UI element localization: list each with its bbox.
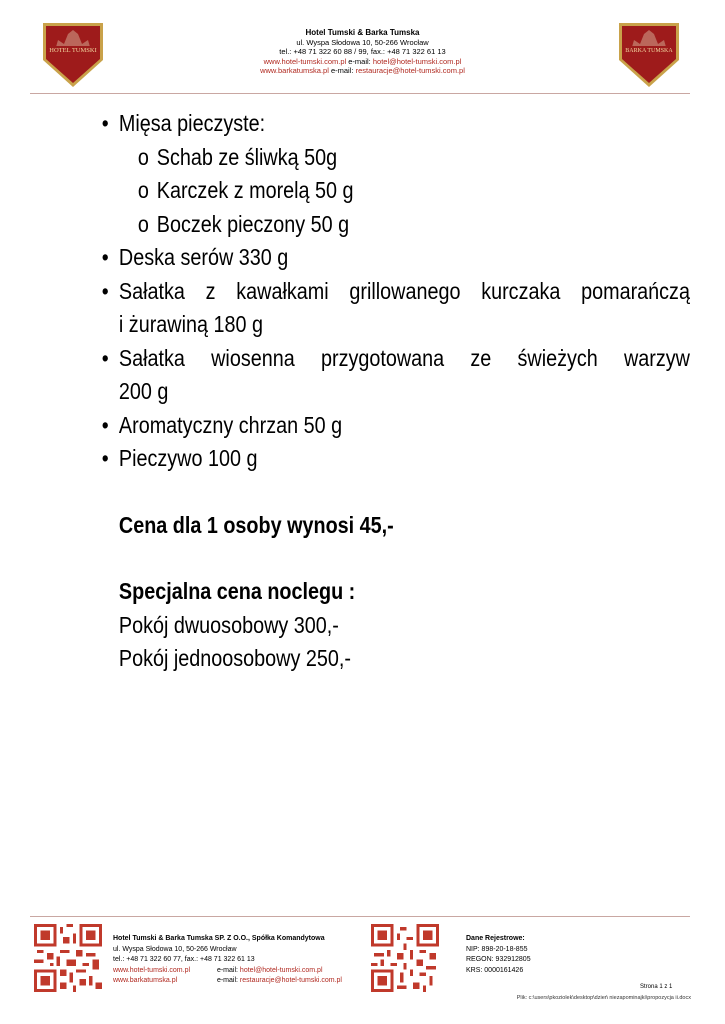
regon-number: REGON: 932912805 bbox=[466, 956, 531, 963]
sub-item-text: Karczek z morelą 50 g bbox=[156, 177, 354, 203]
bullet-icon: • bbox=[101, 445, 109, 471]
footer-divider bbox=[30, 916, 690, 917]
barka-tumska-logo bbox=[616, 20, 682, 90]
email-label: e-mail: bbox=[216, 977, 238, 984]
sub-bullet-icon: o bbox=[137, 177, 149, 203]
sub-bullet-icon: o bbox=[137, 143, 149, 170]
list-item-text-cont: i żurawiną 180 g bbox=[118, 311, 263, 337]
list-item bbox=[100, 442, 690, 476]
page-number: Strona 1 z 1 bbox=[640, 984, 673, 990]
footer-registration-info bbox=[466, 934, 531, 976]
list-item bbox=[100, 409, 690, 443]
sub-list-item bbox=[100, 141, 690, 175]
email-label: e-mail: bbox=[330, 66, 354, 75]
sub-item-text: Schab ze śliwką 50g bbox=[156, 143, 338, 170]
hotel-email-link[interactable]: hotel@hotel-tumski.com.pl bbox=[372, 56, 462, 66]
bullet-icon: • bbox=[101, 411, 109, 438]
special-price-heading: Specjalna cena noclegu : bbox=[118, 578, 356, 604]
sub-item-text: Boczek pieczony 50 g bbox=[156, 210, 350, 237]
list-item-text: Sałatka z kawałkami grillowanego kurczaka pomarańczą bbox=[118, 277, 690, 304]
letterhead-address: ul. Wyspa Słodowa 10, 50-266 Wrocław bbox=[296, 37, 429, 47]
footer-hotel-email-link[interactable]: hotel@hotel-tumski.com.pl bbox=[239, 966, 323, 974]
letterhead-phones: tel.: +48 71 322 60 88 / 99, fax.: +48 71 322 61 13 bbox=[279, 47, 446, 56]
krs-number: KRS: 0000161426 bbox=[466, 966, 524, 974]
registration-title: Dane Rejestrowe: bbox=[466, 935, 525, 942]
list-item-text: Deska serów 330 g bbox=[118, 244, 289, 270]
logo-text: BARKA TUMSKA bbox=[625, 48, 673, 54]
nip-number: NIP: 898-20-18-855 bbox=[466, 945, 528, 953]
list-item bbox=[100, 241, 690, 275]
list-item bbox=[100, 342, 690, 409]
list-item-text: Pieczywo 100 g bbox=[118, 445, 258, 471]
menu-content bbox=[100, 107, 690, 676]
sub-list-item bbox=[100, 208, 690, 242]
email-label: e-mail: bbox=[216, 966, 238, 974]
room-price-single: Pokój jednoosobowy 250,- bbox=[118, 645, 351, 671]
footer-restaurant-email-link[interactable]: restauracje@hotel-tumski.com.pl bbox=[239, 977, 342, 984]
bullet-icon: • bbox=[101, 344, 109, 371]
sub-bullet-icon: o bbox=[137, 210, 149, 237]
hotel-tumski-logo bbox=[40, 20, 106, 90]
list-item bbox=[100, 107, 690, 141]
barka-website-link[interactable]: www.barkatumska.pl bbox=[260, 66, 329, 75]
bullet-icon: • bbox=[101, 244, 109, 270]
letterhead bbox=[200, 28, 525, 76]
footer-phones: tel.: +48 71 322 60 77, fax.: +48 71 322 61 13 bbox=[113, 956, 255, 963]
footer-barka-website-link[interactable]: www.barkatumska.pl bbox=[113, 977, 178, 984]
room-price-double: Pokój dwuosobowy 300,- bbox=[118, 611, 339, 638]
list-item-text-cont: 200 g bbox=[118, 378, 169, 404]
email-label: e-mail: bbox=[348, 56, 371, 66]
footer-address: ul. Wyspa Słodowa 10, 50-266 Wrocław bbox=[113, 945, 237, 953]
price-per-person: Cena dla 1 osoby wynosi 45,- bbox=[118, 511, 394, 538]
sub-list-item bbox=[100, 174, 690, 208]
bullet-icon: • bbox=[101, 110, 109, 136]
footer-company-info bbox=[113, 934, 342, 987]
footer-company-name: Hotel Tumski & Barka Tumska SP. Z O.O., Spółka Komandytowa bbox=[113, 935, 325, 942]
list-item-text: Mięsa pieczyste: bbox=[118, 110, 266, 136]
header-divider bbox=[30, 93, 690, 94]
hotel-website-link[interactable]: www.hotel-tumski.com.pl bbox=[263, 56, 347, 66]
footer-hotel-website-link[interactable]: www.hotel-tumski.com.pl bbox=[113, 966, 191, 974]
list-item-text: Sałatka wiosenna przygotowana ze świeżych warzyw bbox=[118, 344, 690, 371]
qr-code-icon bbox=[371, 924, 439, 992]
letterhead-title: Hotel Tumski & Barka Tumska bbox=[305, 28, 420, 37]
list-item-text: Aromatyczny chrzan 50 g bbox=[118, 411, 343, 438]
qr-code-icon bbox=[34, 924, 102, 992]
bullet-icon: • bbox=[101, 277, 109, 304]
list-item bbox=[100, 275, 690, 342]
logo-text: HOTEL TUMSKI bbox=[49, 47, 97, 54]
file-path: Plik: c:\users\pkoziolek\desktop\dzień niezapominajki\propozycja ii.docx bbox=[516, 995, 691, 1001]
restaurant-email-link[interactable]: restauracje@hotel-tumski.com.pl bbox=[355, 66, 465, 75]
